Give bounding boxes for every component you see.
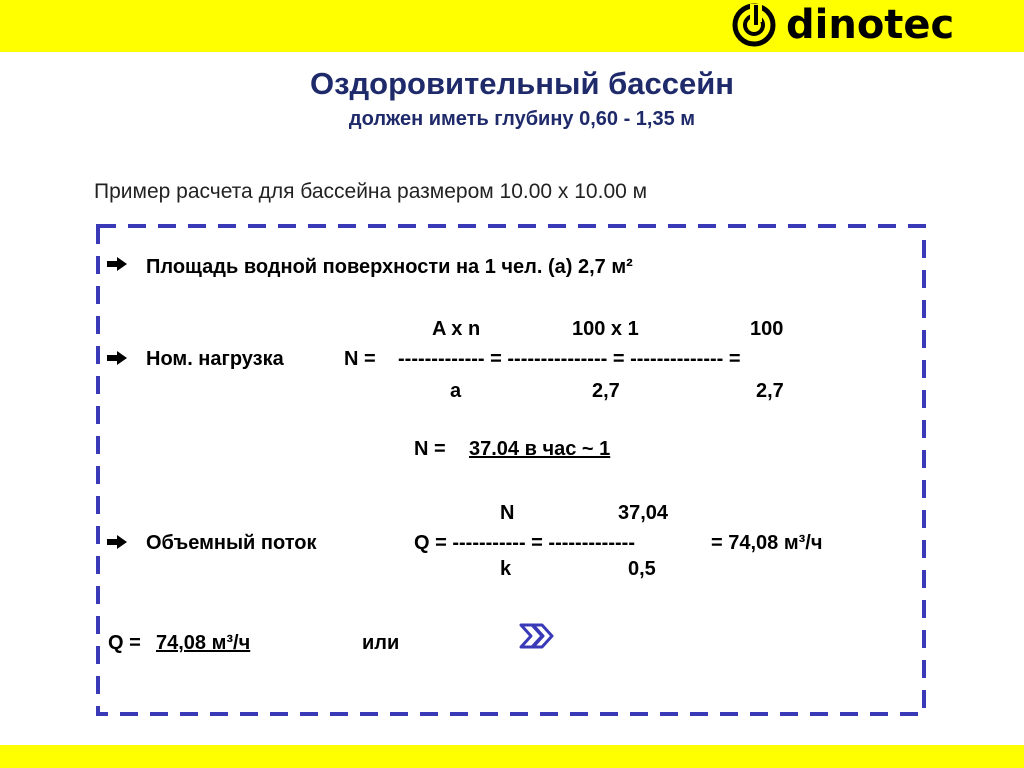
load-numerator-2: 100 x 1 (572, 318, 639, 340)
flow-denominator-1: k (500, 558, 512, 580)
logo-wordmark: dinotec (786, 2, 955, 48)
load-label: Ном. нагрузка (146, 348, 284, 370)
bottom-banner (0, 745, 1024, 768)
next-arrow-icon[interactable] (518, 620, 556, 652)
page-subtitle: должен иметь глубину 0,60 - 1,35 м (348, 108, 696, 130)
flow-result: = 74,08 м³/ч (711, 532, 823, 554)
load-n-equals: N = (344, 348, 376, 370)
flow-expression: Q = ----------- = ------------- (414, 532, 635, 554)
n-result-prefix: N = (414, 438, 446, 460)
intro-text: Пример расчета для бассейна размером 10.00 x 10.00 м (94, 180, 648, 203)
arrow-right-icon (106, 350, 128, 366)
area-label: Площадь водной поверхности на 1 чел. (а) 2,7 м² (146, 256, 633, 278)
flow-label: Объемный поток (146, 532, 317, 554)
page-title: Оздоровительный бассейн (309, 66, 735, 101)
arrow-right-icon (106, 256, 128, 272)
load-denominator-2: 2,7 (592, 380, 620, 402)
conclusion-or: или (362, 632, 400, 654)
dinotec-logo (732, 2, 1017, 48)
flow-numerator-1: N (500, 502, 515, 524)
conclusion-value: 74,08 м³/ч (156, 632, 251, 654)
conclusion-prefix: Q = (108, 632, 141, 654)
load-fraction-bars: ------------- = --------------- = -------------- = (398, 348, 741, 370)
n-result-value: 37.04 в час ~ 1 (469, 438, 611, 460)
load-denominator-1: a (450, 380, 462, 402)
load-numerator-1: A x n (432, 318, 481, 340)
flow-numerator-2: 37,04 (618, 502, 669, 524)
arrow-right-icon (106, 534, 128, 550)
load-numerator-3: 100 (750, 318, 784, 340)
flow-denominator-2: 0,5 (628, 558, 656, 580)
load-denominator-3: 2,7 (756, 380, 784, 402)
